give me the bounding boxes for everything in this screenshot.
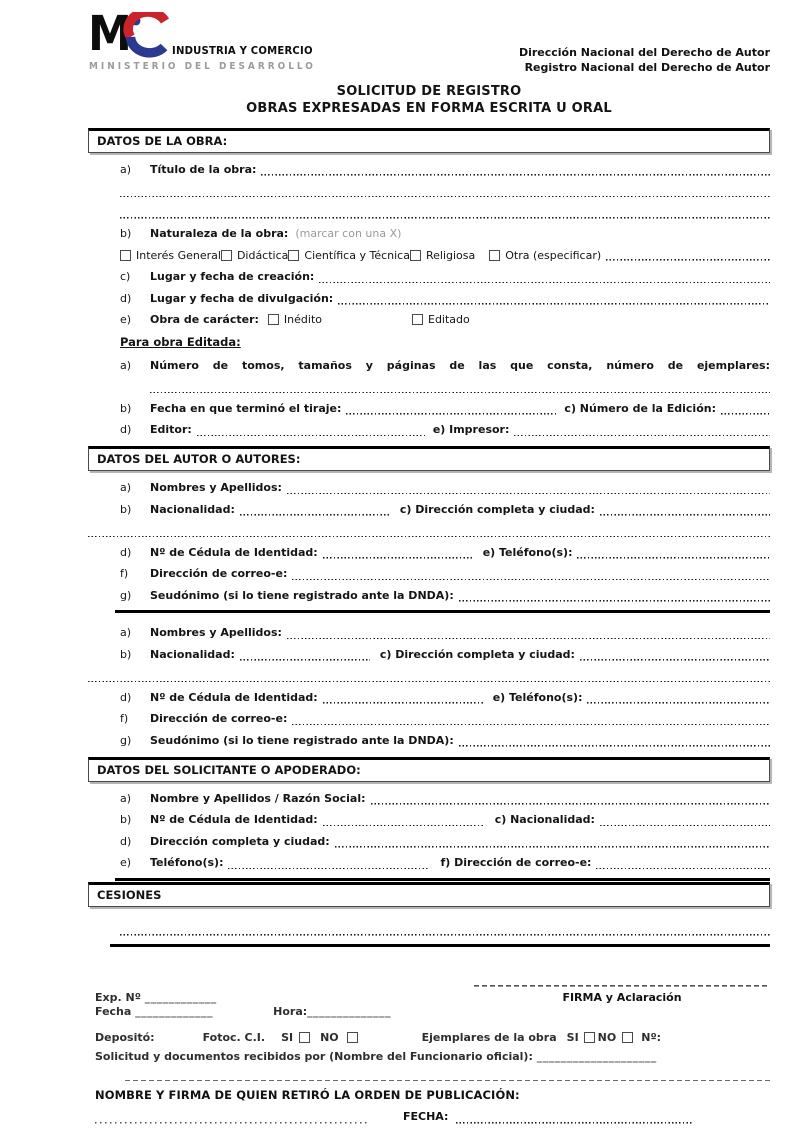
obra-content bbox=[120, 153, 770, 437]
solicitante-content bbox=[120, 782, 770, 870]
autor-block-2 bbox=[120, 624, 770, 747]
option-label: Didáctica bbox=[236, 248, 289, 262]
field-naturaleza bbox=[120, 227, 770, 240]
office-line-2: Registro Nacional del Derecho de Autor bbox=[524, 61, 770, 75]
item-letter: b) bbox=[120, 401, 132, 415]
naturaleza-options bbox=[120, 249, 770, 262]
field-telefono-correo bbox=[120, 856, 770, 869]
signature-line bbox=[474, 977, 770, 987]
item-letter: a) bbox=[120, 162, 132, 176]
option-cientifica bbox=[288, 249, 410, 262]
item-letter: d) bbox=[120, 690, 132, 704]
form-page bbox=[88, 6, 770, 1124]
fill-line bbox=[456, 1113, 692, 1124]
field-label: e) Impresor: bbox=[432, 423, 510, 437]
fill-line bbox=[323, 548, 473, 559]
fill-line bbox=[240, 505, 390, 516]
cesiones-separator bbox=[110, 944, 770, 947]
field-correo bbox=[120, 712, 770, 725]
hora-blank: ______________ bbox=[307, 1004, 392, 1018]
field-label: Obra de carácter: bbox=[150, 313, 259, 327]
item-letter: d) bbox=[120, 545, 132, 559]
option-label: Científica y Técnica bbox=[304, 248, 410, 262]
si-label: SI bbox=[566, 1030, 579, 1044]
field-nacionalidad-direccion bbox=[120, 648, 770, 661]
form-title bbox=[88, 84, 770, 118]
field-label: Dirección completa y ciudad: bbox=[150, 834, 330, 848]
fill-line bbox=[88, 526, 770, 537]
field-seudonimo bbox=[120, 589, 770, 602]
section-datos-autor-title: DATOS DEL AUTOR O AUTORES: bbox=[97, 452, 301, 467]
item-letter: a) bbox=[120, 626, 132, 640]
deposito-label: Depositó: bbox=[95, 1030, 155, 1044]
author-separator bbox=[115, 610, 770, 613]
fill-line bbox=[587, 693, 770, 704]
logo-c-swoosh-icon bbox=[122, 12, 172, 62]
fill-line bbox=[721, 404, 770, 415]
option-label: Inédito bbox=[283, 313, 322, 327]
field-label: c) Dirección completa y ciudad: bbox=[399, 502, 595, 516]
fill-line bbox=[577, 548, 770, 559]
exp-label: Exp. Nº bbox=[95, 990, 141, 1004]
field-label: f) Dirección de correo-e: bbox=[440, 856, 592, 870]
fill-line bbox=[261, 165, 770, 176]
option-editado bbox=[412, 313, 470, 326]
section-datos-obra bbox=[88, 128, 770, 153]
exp-firma-row bbox=[95, 991, 770, 1005]
mic-logo bbox=[88, 6, 318, 78]
fill-line-row bbox=[120, 923, 770, 936]
field-seudonimo bbox=[120, 734, 770, 747]
field-cedula-telefono bbox=[120, 691, 770, 704]
fill-line bbox=[228, 858, 428, 869]
field-obra-caracter bbox=[120, 313, 770, 326]
recibidos-blank: ____________________ bbox=[536, 1049, 657, 1063]
fill-line bbox=[197, 425, 427, 436]
fill-line bbox=[600, 815, 770, 826]
fill-line bbox=[459, 591, 770, 602]
option-otra bbox=[489, 249, 770, 262]
checkbox-fotoc-no[interactable] bbox=[347, 1032, 358, 1043]
checkbox-interes-general[interactable] bbox=[120, 250, 131, 261]
option-interes-general bbox=[120, 249, 221, 262]
autor-block-1 bbox=[120, 471, 770, 602]
fecha2-label: FECHA: bbox=[403, 1109, 449, 1123]
fill-line bbox=[606, 250, 770, 261]
hora-label: Hora: bbox=[273, 1004, 308, 1018]
fill-line bbox=[600, 505, 770, 516]
fill-line bbox=[88, 671, 770, 682]
item-letter: f) bbox=[120, 567, 129, 581]
field-label: Seudónimo (si lo tiene registrado ante la DNDA): bbox=[150, 733, 454, 747]
fotoc-label: Fotoc. C.I. bbox=[202, 1030, 266, 1044]
field-label: Lugar y fecha de creación: bbox=[150, 270, 315, 284]
item-letter: d) bbox=[120, 834, 132, 848]
item-letter: e) bbox=[120, 313, 132, 327]
cesiones-content bbox=[120, 907, 770, 936]
item-letter: b) bbox=[120, 813, 132, 827]
item-letter: d) bbox=[120, 291, 132, 305]
fill-line-row bbox=[88, 669, 770, 682]
field-lugar-divulgacion bbox=[120, 292, 770, 305]
field-label: c) Dirección completa y ciudad: bbox=[379, 647, 575, 661]
fill-line bbox=[292, 714, 770, 725]
field-label: Nombres y Apellidos: bbox=[150, 481, 282, 495]
field-nombres-apellidos bbox=[120, 481, 770, 494]
field-titulo-obra bbox=[120, 163, 770, 176]
option-didactica bbox=[221, 249, 288, 262]
item-letter: b) bbox=[120, 502, 132, 516]
item-letter: e) bbox=[120, 856, 132, 870]
checkbox-didactica[interactable] bbox=[221, 250, 232, 261]
field-editor-impresor bbox=[120, 423, 770, 436]
firma-aclaracion-label: FIRMA y Aclaración bbox=[562, 990, 682, 1004]
field-nombres-apellidos bbox=[120, 626, 770, 639]
field-direccion bbox=[120, 835, 770, 848]
footer bbox=[95, 977, 770, 1124]
checkbox-otra[interactable] bbox=[489, 250, 500, 261]
fill-line bbox=[580, 650, 770, 661]
fecha-blank: _____________ bbox=[135, 1004, 214, 1018]
solicitante-separator bbox=[115, 878, 770, 881]
field-label: Teléfono(s): bbox=[150, 856, 224, 870]
logo-industria-comercio: INDUSTRIA Y COMERCIO bbox=[172, 45, 313, 57]
section-cesiones-title: CESIONES bbox=[97, 887, 162, 902]
field-nacionalidad-direccion bbox=[120, 503, 770, 516]
fill-line bbox=[287, 483, 770, 494]
fill-line bbox=[240, 650, 370, 661]
item-letter: a) bbox=[120, 481, 132, 495]
fill-line bbox=[120, 186, 770, 197]
divider-dashed-line bbox=[125, 1072, 770, 1082]
field-label: Nacionalidad: bbox=[150, 647, 235, 661]
deposito-row bbox=[95, 1031, 770, 1045]
option-label: Editado bbox=[428, 313, 470, 327]
no-label: NO bbox=[597, 1030, 617, 1044]
fill-line bbox=[95, 1114, 367, 1124]
field-label: Nombre y Apellidos / Razón Social: bbox=[150, 791, 366, 805]
retiro-fecha-row bbox=[95, 1110, 770, 1124]
field-label: Fecha en que terminó el tiraje: bbox=[150, 401, 342, 415]
field-label: Nº de Cédula de Identidad: bbox=[150, 545, 318, 559]
option-label: Otra (especificar) bbox=[505, 248, 602, 262]
item-letter: c) bbox=[120, 270, 131, 284]
field-label: Título de la obra: bbox=[150, 162, 257, 176]
section-cesiones bbox=[88, 882, 770, 907]
fill-line bbox=[292, 569, 770, 580]
fill-line bbox=[459, 736, 770, 747]
item-letter: d) bbox=[120, 423, 132, 437]
fill-line bbox=[120, 925, 770, 936]
exp-blank: ____________ bbox=[144, 990, 217, 1004]
fill-line bbox=[335, 837, 770, 848]
checkbox-ejemplares-no[interactable] bbox=[622, 1032, 633, 1043]
section-datos-obra-title: DATOS DE LA OBRA: bbox=[97, 133, 228, 148]
fill-line-row bbox=[88, 524, 770, 537]
field-label: Nº de Cédula de Identidad: bbox=[150, 813, 318, 827]
field-lugar-creacion bbox=[120, 270, 770, 283]
item-letter: a) bbox=[120, 358, 132, 372]
checkbox-editado[interactable] bbox=[412, 314, 423, 325]
recibidos-row bbox=[95, 1050, 770, 1064]
field-label: Naturaleza de la obra: bbox=[150, 227, 289, 241]
fill-line bbox=[338, 294, 770, 305]
retiro-orden-label: NOMBRE Y FIRMA DE QUIEN RETIRÓ LA ORDEN DE PUBLICACIÓN: bbox=[95, 1087, 520, 1102]
ejemplares-label: Ejemplares de la obra bbox=[421, 1030, 557, 1044]
field-correo bbox=[120, 567, 770, 580]
logo-m-letter: M bbox=[88, 6, 130, 62]
field-label: Lugar y fecha de divulgación: bbox=[150, 291, 334, 305]
signature-line-row bbox=[95, 977, 770, 987]
title-line-2: OBRAS EXPRESADAS EN FORMA ESCRITA U ORAL bbox=[246, 100, 612, 116]
field-label: Nacionalidad: bbox=[150, 502, 235, 516]
fill-line bbox=[596, 858, 770, 869]
fill-line bbox=[120, 208, 770, 219]
checkbox-cientifica-tecnica[interactable] bbox=[288, 250, 299, 261]
item-letter: b) bbox=[120, 647, 132, 661]
si-label: SI bbox=[281, 1030, 294, 1044]
fill-line bbox=[150, 382, 770, 393]
option-label: Religiosa bbox=[425, 248, 476, 262]
option-label: Interés General bbox=[136, 248, 221, 262]
field-label: Seudónimo (si lo tiene registrado ante la DNDA): bbox=[150, 588, 454, 602]
field-numero-tomos bbox=[120, 359, 770, 372]
field-cedula-telefono bbox=[120, 546, 770, 559]
field-label: Nombres y Apellidos: bbox=[150, 626, 282, 640]
section-datos-autor bbox=[88, 446, 770, 471]
no-label: NO bbox=[320, 1030, 339, 1044]
field-label: Nº de Cédula de Identidad: bbox=[150, 690, 318, 704]
title-line-1: SOLICITUD DE REGISTRO bbox=[336, 84, 522, 99]
issuing-office bbox=[519, 46, 770, 78]
item-letter: b) bbox=[120, 227, 132, 241]
checkbox-religiosa[interactable] bbox=[410, 250, 421, 261]
field-label: Número de tomos, tamaños y páginas de las que consta, número de ejemplares: bbox=[150, 358, 770, 372]
field-label: c) Número de la Edición: bbox=[564, 401, 716, 415]
item-letter: g) bbox=[120, 733, 132, 747]
item-letter: f) bbox=[120, 712, 129, 726]
field-razon-social bbox=[120, 792, 770, 805]
fill-line bbox=[323, 815, 483, 826]
option-inedito bbox=[268, 313, 322, 326]
field-label: e) Teléfono(s): bbox=[482, 545, 573, 559]
item-letter: g) bbox=[120, 588, 132, 602]
para-obra-editada-heading: Para obra Editada: bbox=[120, 334, 241, 349]
section-solicitante bbox=[88, 757, 770, 782]
fill-line bbox=[514, 425, 770, 436]
fill-line bbox=[287, 628, 770, 639]
fill-line-row bbox=[120, 184, 770, 197]
field-hint: (marcar con una X) bbox=[295, 227, 402, 241]
fill-line-row bbox=[120, 206, 770, 219]
fecha-label: Fecha bbox=[95, 1004, 132, 1018]
field-label: c) Nacionalidad: bbox=[494, 813, 595, 827]
nro-label: Nº: bbox=[641, 1030, 662, 1044]
recibidos-label: Solicitud y documentos recibidos por (Nombre del Funcionario oficial): bbox=[95, 1049, 533, 1063]
header bbox=[88, 6, 770, 78]
field-label: Dirección de correo-e: bbox=[150, 567, 288, 581]
checkbox-inedito[interactable] bbox=[268, 314, 279, 325]
checkbox-ejemplares-si[interactable] bbox=[584, 1032, 595, 1043]
fill-line bbox=[319, 272, 770, 283]
field-cedula-nacionalidad bbox=[120, 813, 770, 826]
fill-line bbox=[371, 794, 770, 805]
item-letter: a) bbox=[120, 791, 132, 805]
logo-ministerio-desarrollo: MINISTERIO DEL DESARROLLO bbox=[89, 61, 316, 72]
option-religiosa bbox=[410, 249, 475, 262]
section-solicitante-title: DATOS DEL SOLICITANTE O APODERADO: bbox=[97, 762, 361, 777]
office-line-1: Dirección Nacional del Derecho de Autor bbox=[518, 46, 770, 60]
fill-line bbox=[346, 404, 556, 415]
fill-line-row bbox=[150, 380, 770, 393]
field-label: Dirección de correo-e: bbox=[150, 712, 288, 726]
field-label: e) Teléfono(s): bbox=[492, 690, 583, 704]
fecha-hora-row bbox=[95, 1005, 770, 1019]
checkbox-fotoc-si[interactable] bbox=[299, 1032, 310, 1043]
field-label: Editor: bbox=[150, 423, 192, 437]
fill-line bbox=[323, 693, 483, 704]
field-tiraje-edicion bbox=[120, 402, 770, 415]
